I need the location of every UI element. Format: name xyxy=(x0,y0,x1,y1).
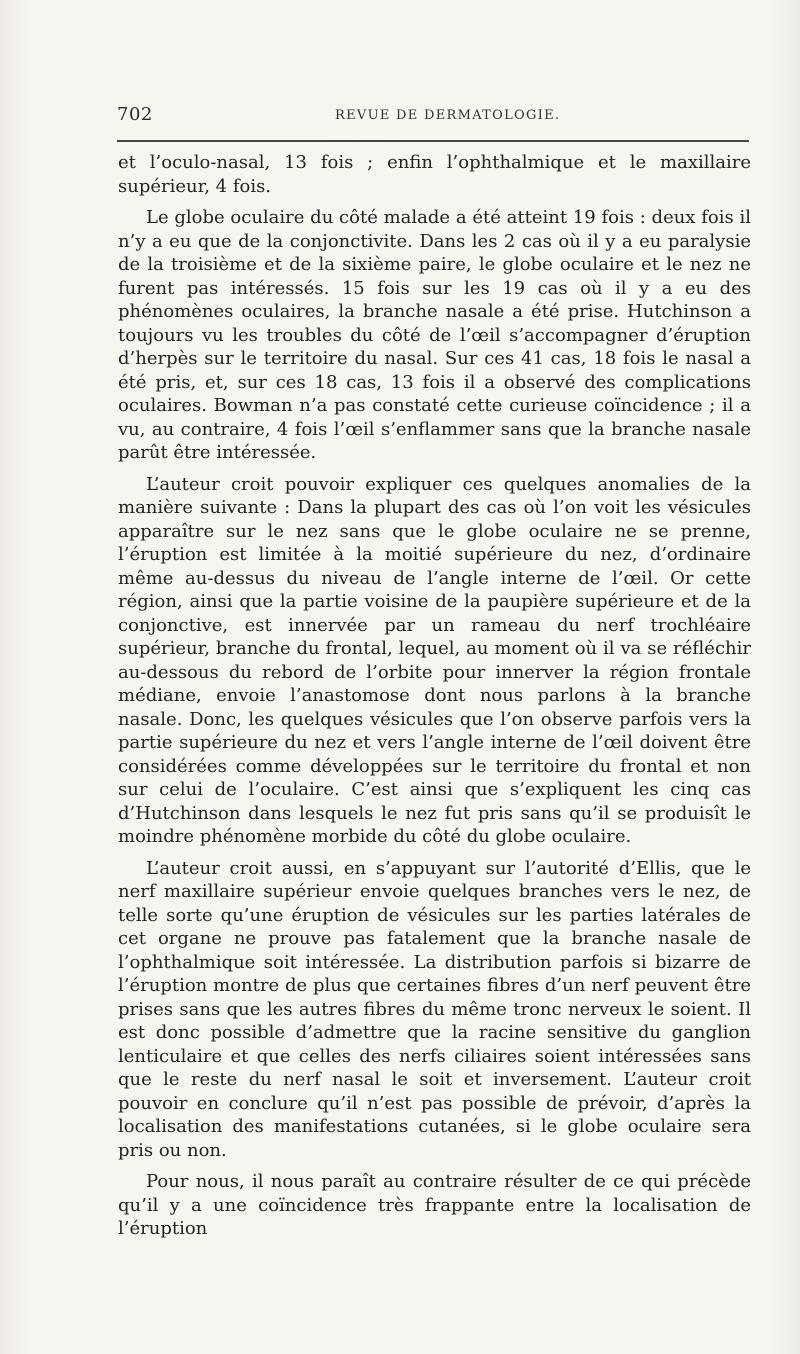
paragraph-3: L’auteur croit pouvoir expliquer ces quelques anomalies de la manière suivante : Dans la plupart des cas où l’on voit les vésicules apparaître sur le nez sans que le globe oculaire ne se prenne, l’éruption est limitée à la moitié supérieure du nez, d’ordinaire même au-dessus du niveau de l’angle interne de l’œil. Or cette région, ainsi que la partie voisine de la paupière supérieure et de la conjonctive, est innervée par un rameau du nerf trochléaire supérieur, branche du frontal, lequel, au moment où il va se réfléchir au-dessous du rebord de l’orbite pour innerver la région frontale médiane, envoie l’anastomose dont nous parlons à la branche nasale. Donc, les quelques vésicules que l’on observe parfois vers la partie supérieure du nez et vers l’angle interne de l’œil doivent être considérées comme développées sur le territoire du frontal et non sur celui de l’oculaire. C’est ainsi que s’expliquent les cinq cas d’Hutchinson dans lesquels le nez fut pris sans qu’il se produisît le moindre phénomène morbide du côté du globe oculaire. xyxy=(118,473,751,847)
page-header xyxy=(117,104,750,128)
article-body xyxy=(118,151,751,1241)
paragraph-4: L’auteur croit aussi, en s’appuyant sur l’autorité d’Ellis, que le nerf maxillaire supérieur envoie quelques branches vers le nez, de telle sorte qu’une éruption de vésicules sur les parties latérales de cet organe ne prouve pas fatalement que la branche nasale de l’ophthalmique soit intéressée. La distribution parfois si bizarre de l’éruption montre de plus que certaines fibres d’un nerf peuvent être prises sans que les autres fibres du même tronc nerveux le soient. Il est donc possible d’admettre que la racine sensitive du ganglion lenticulaire et que celles des nerfs ciliaires soient intéressées sans que le reste du nerf nasal le soit et inversement. L’auteur croit pouvoir en conclure qu’il n’est pas possible de prévoir, d’après la localisation des manifestations cutanées, si le globe oculaire sera pris ou non. xyxy=(118,857,751,1161)
paragraph-2: Le globe oculaire du côté malade a été atteint 19 fois : deux fois il n’y a eu que de la conjonctivite. Dans les 2 cas où il y a eu paralysie de la troisième et de la sixième paire, le globe oculaire et le nez ne furent pas intéressés. 15 fois sur les 19 cas où il y a eu des phénomènes oculaires, la branche nasale a été prise. Hutchinson a toujours vu les troubles du côté de l’œil s’accompagner d’éruption d’herpès sur le territoire du nasal. Sur ces 41 cas, 18 fois le nasal a été pris, et, sur ces 18 cas, 13 fois il a observé des complications oculaires. Bowman n’a pas constaté cette curieuse coïncidence ; il a vu, au contraire, 4 fois l’œil s’enflammer sans que la branche nasale parût être intéressée. xyxy=(118,207,751,463)
paragraph-1: et l’oculo-nasal, 13 fois ; enfin l’ophthalmique et le maxillaire supérieur, 4 fois. xyxy=(118,152,751,197)
paragraph-5: Pour nous, il nous paraît au contraire résulter de ce qui précède qu’il y a une coïncidence très frappante entre la localisation de l’éruption xyxy=(118,1171,751,1239)
header-rule xyxy=(117,140,749,142)
running-title: REVUE DE DERMATOLOGIE. xyxy=(335,108,561,123)
page-number: 702 xyxy=(117,104,153,125)
